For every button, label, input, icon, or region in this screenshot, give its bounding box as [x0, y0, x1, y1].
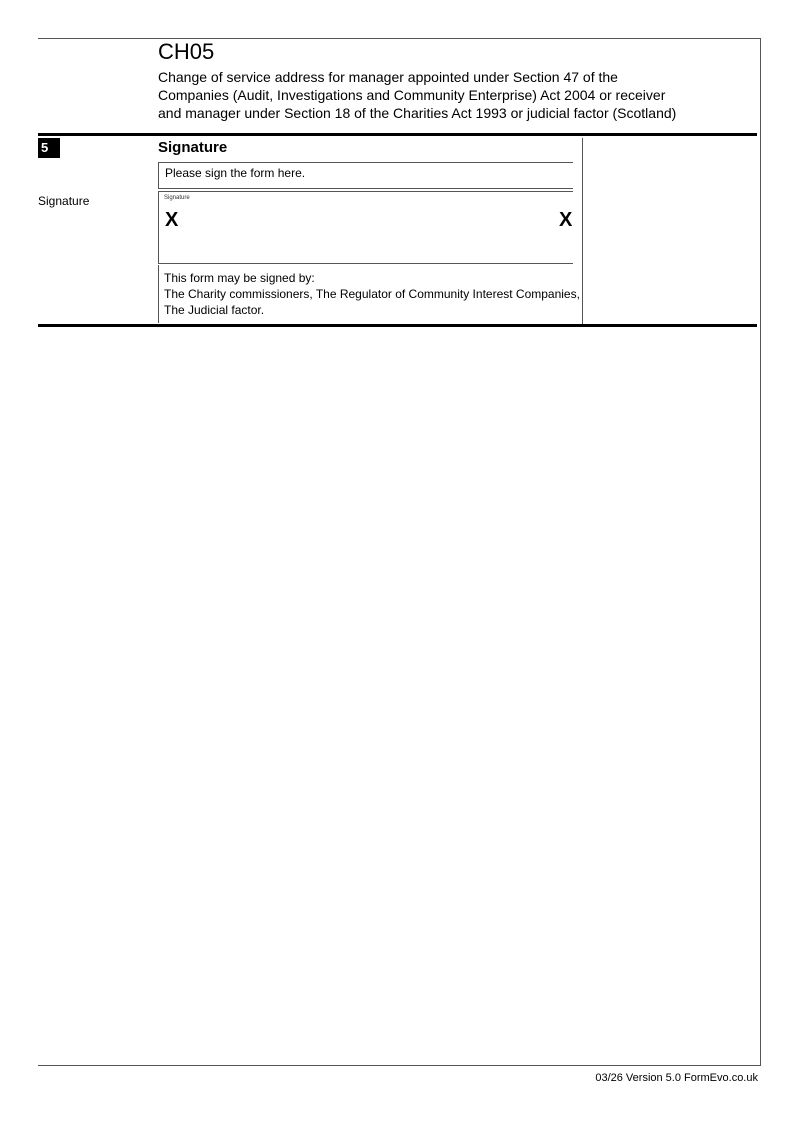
instruction-bottom-line — [158, 188, 573, 189]
signature-side-label: Signature — [38, 194, 90, 208]
signatory-note — [164, 270, 580, 318]
right-border — [760, 38, 761, 1066]
note-left-line — [158, 265, 159, 323]
form-code: CH05 — [158, 39, 215, 64]
signature-start-mark: X — [165, 209, 179, 231]
panel-divider — [582, 138, 583, 324]
bottom-border — [38, 1065, 761, 1066]
instruction-top-line — [158, 162, 573, 163]
instruction-left-line — [158, 162, 159, 188]
section-bottom-rule — [38, 324, 757, 327]
instruction-text: Please sign the form here. — [165, 166, 306, 180]
signature-box[interactable] — [158, 191, 573, 264]
signature-field-label: Signature — [164, 195, 190, 201]
form-title-line: Companies (Audit, Investigations and Community Enterprise) Act 2004 or receiver — [158, 87, 666, 103]
section-number-badge: 5 — [38, 138, 60, 158]
section-title: Signature — [158, 139, 228, 156]
version-footer: 03/26 Version 5.0 FormEvo.co.uk — [595, 1072, 758, 1084]
signature-end-mark: X — [559, 209, 573, 231]
top-border — [38, 38, 761, 39]
form-title-line: and manager under Section 18 of the Charities Act 1993 or judicial factor (Scotland) — [158, 105, 677, 121]
note-line: The Judicial factor. — [164, 303, 265, 317]
note-line: The Charity commissioners, The Regulator of Community Interest Companies, — [164, 287, 580, 301]
note-line: This form may be signed by: — [164, 271, 315, 285]
section-top-rule — [38, 133, 757, 136]
form-title-line: Change of service address for manager appointed under Section 47 of the — [158, 69, 618, 85]
form-title — [158, 68, 718, 122]
